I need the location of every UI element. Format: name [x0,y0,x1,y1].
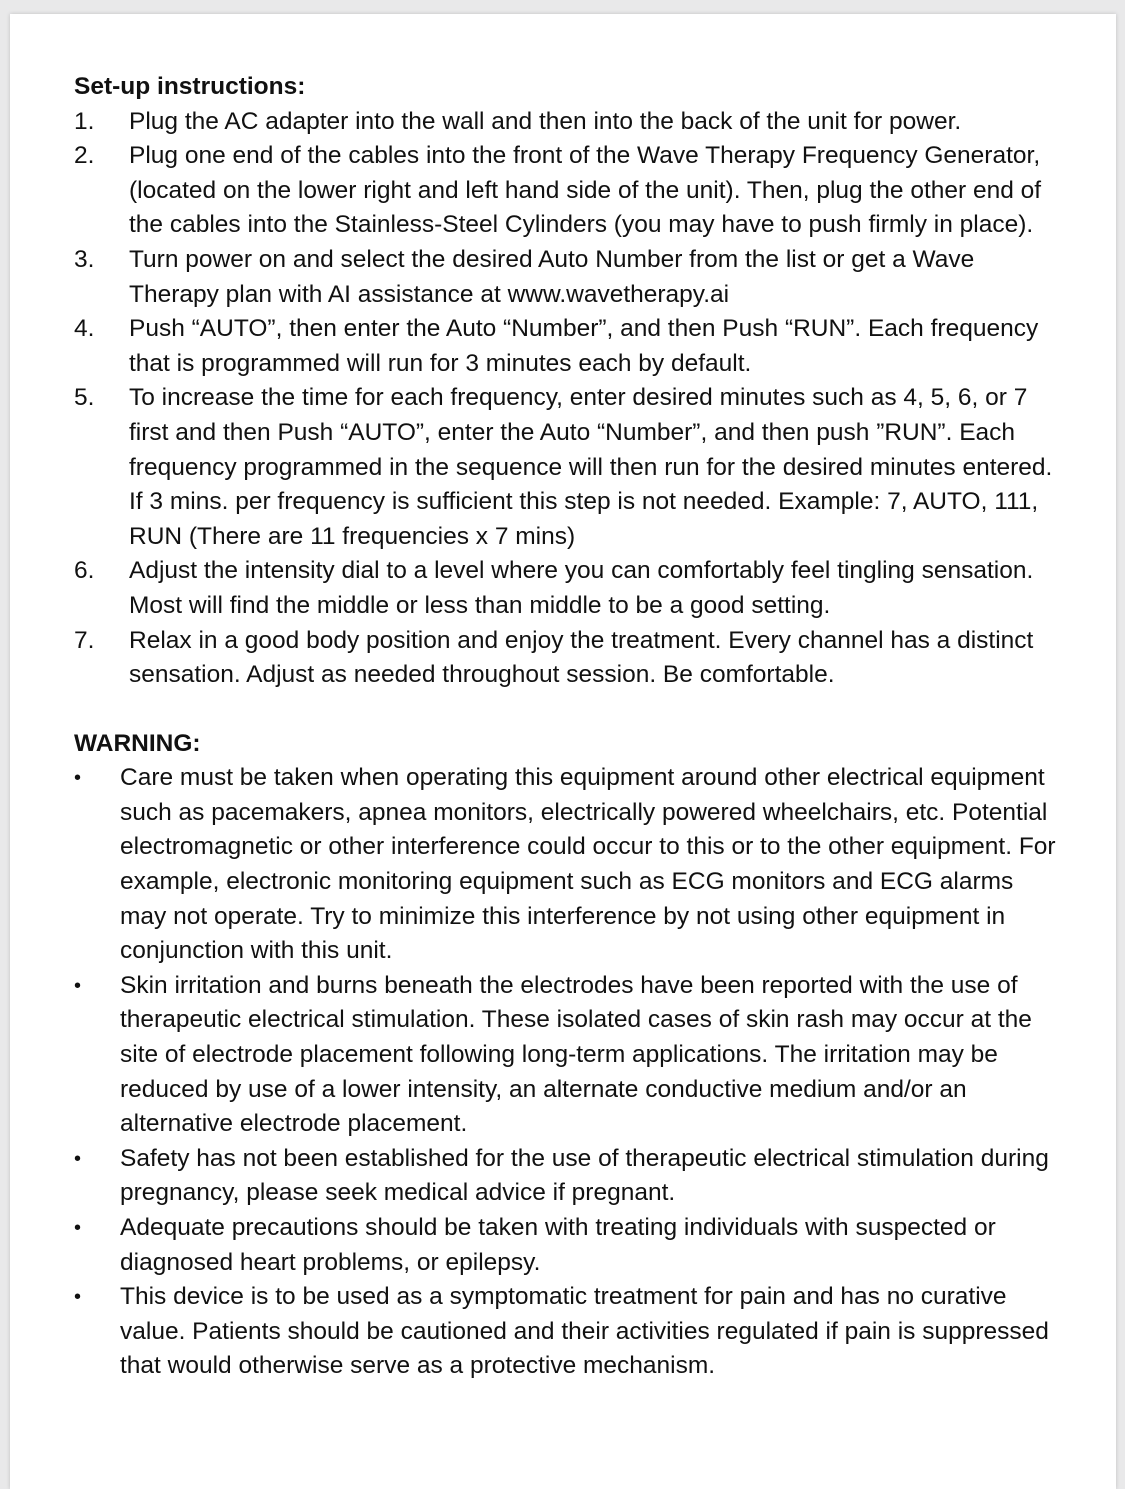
bullet-icon: • [74,1286,82,1309]
bullet-icon: • [74,1217,82,1239]
warning-text: Care must be taken when operating this equipment around other electrical equipment such as pacemakers, apnea monitors, electrically powered wheelchairs, etc. Potential electromagnetic or other interference could occur to this or to the other equipment. For example, electronic monitoring equipment such as ECG monitors and ECG alarms may not operate. Try to minimize this interference by not using other equipment in conjunction with this unit. [120,764,1056,965]
setup-heading: Set-up instructions: [74,73,306,100]
step-number: 1. [74,107,95,135]
warning-text: Safety has not been established for the use of therapeutic electrical stimulation during pregnancy, please seek medical advice if pregnant. [120,1144,1049,1207]
setup-instructions-list [74,105,1064,693]
step-number: 5. [74,384,95,412]
section-spacer [74,693,1064,727]
setup-step [74,312,1064,381]
warning-text: Adequate precautions should be taken with treating individuals with suspected or diagnosed heart problems, or epilepsy. [120,1214,996,1276]
step-number: 2. [74,142,95,170]
step-number: 7. [74,626,95,654]
step-text: To increase the time for each frequency, enter desired minutes such as 4, 5, 6, or 7 first and then Push “AUTO”, enter the Auto “Number”, and then push ”RUN”. Each frequency programmed in the sequence will then run for the desired minutes entered. If 3 mins. per frequency is sufficient this step is not needed. Example: 7, AUTO, 111, RUN (There are 11 frequencies x 7 mins) [129,384,1053,550]
step-number: 3. [74,245,95,273]
warning-item [74,1211,1064,1280]
step-text: Adjust the intensity dial to a level where you can comfortably feel tingling sensation. Most will find the middle or less than middle to be a good setting. [129,557,1034,619]
document-content [74,70,1064,1384]
setup-step [74,624,1064,693]
warning-item [74,969,1064,1142]
warning-list [74,761,1064,1384]
setup-step [74,381,1064,554]
step-text: Turn power on and select the desired Auto Number from the list or get a Wave Therapy plan with AI assistance at www.wavetherapy.ai [129,245,975,308]
step-text: Plug one end of the cables into the front of the Wave Therapy Frequency Generator, (located on the lower right and left hand side of the unit). Then, plug the other end of the cables into the Stainless-Steel Cylinders (you may have to push firmly in place). [129,142,1042,239]
bullet-icon: • [74,767,82,790]
warning-item [74,1142,1064,1211]
setup-step [74,243,1064,312]
warning-text: This device is to be used as a symptomatic treatment for pain and has no curative value. Patients should be cautioned and their activities regulated if pain is suppressed that would otherwise serve as a protective mechanism. [120,1283,1049,1380]
setup-step [74,139,1064,243]
warning-heading: WARNING: [74,729,201,757]
setup-step [74,554,1064,623]
step-text: Push “AUTO”, then enter the Auto “Number”, and then Push “RUN”. Each frequency that is programmed will run for 3 minutes each by default. [129,315,1039,377]
step-text: Relax in a good body position and enjoy the treatment. Every channel has a distinct sensation. Adjust as needed throughout session. Be comfortable. [129,626,1034,689]
warning-item [74,1280,1064,1384]
step-number: 6. [74,557,95,585]
warning-text: Skin irritation and burns beneath the electrodes have been reported with the use of therapeutic electrical stimulation. These isolated cases of skin rash may occur at the site of electrode placement following long-term applications. The irritation may be reduced by use of a lower intensity, an alternate conductive medium and/or an alternative electrode placement. [120,971,1032,1138]
setup-step [74,105,1064,140]
document-page [10,14,1116,1489]
warning-item [74,761,1064,969]
bullet-icon: • [74,1147,82,1170]
bullet-icon: • [74,974,82,997]
step-number: 4. [74,315,95,343]
step-text: Plug the AC adapter into the wall and then into the back of the unit for power. [129,107,962,135]
